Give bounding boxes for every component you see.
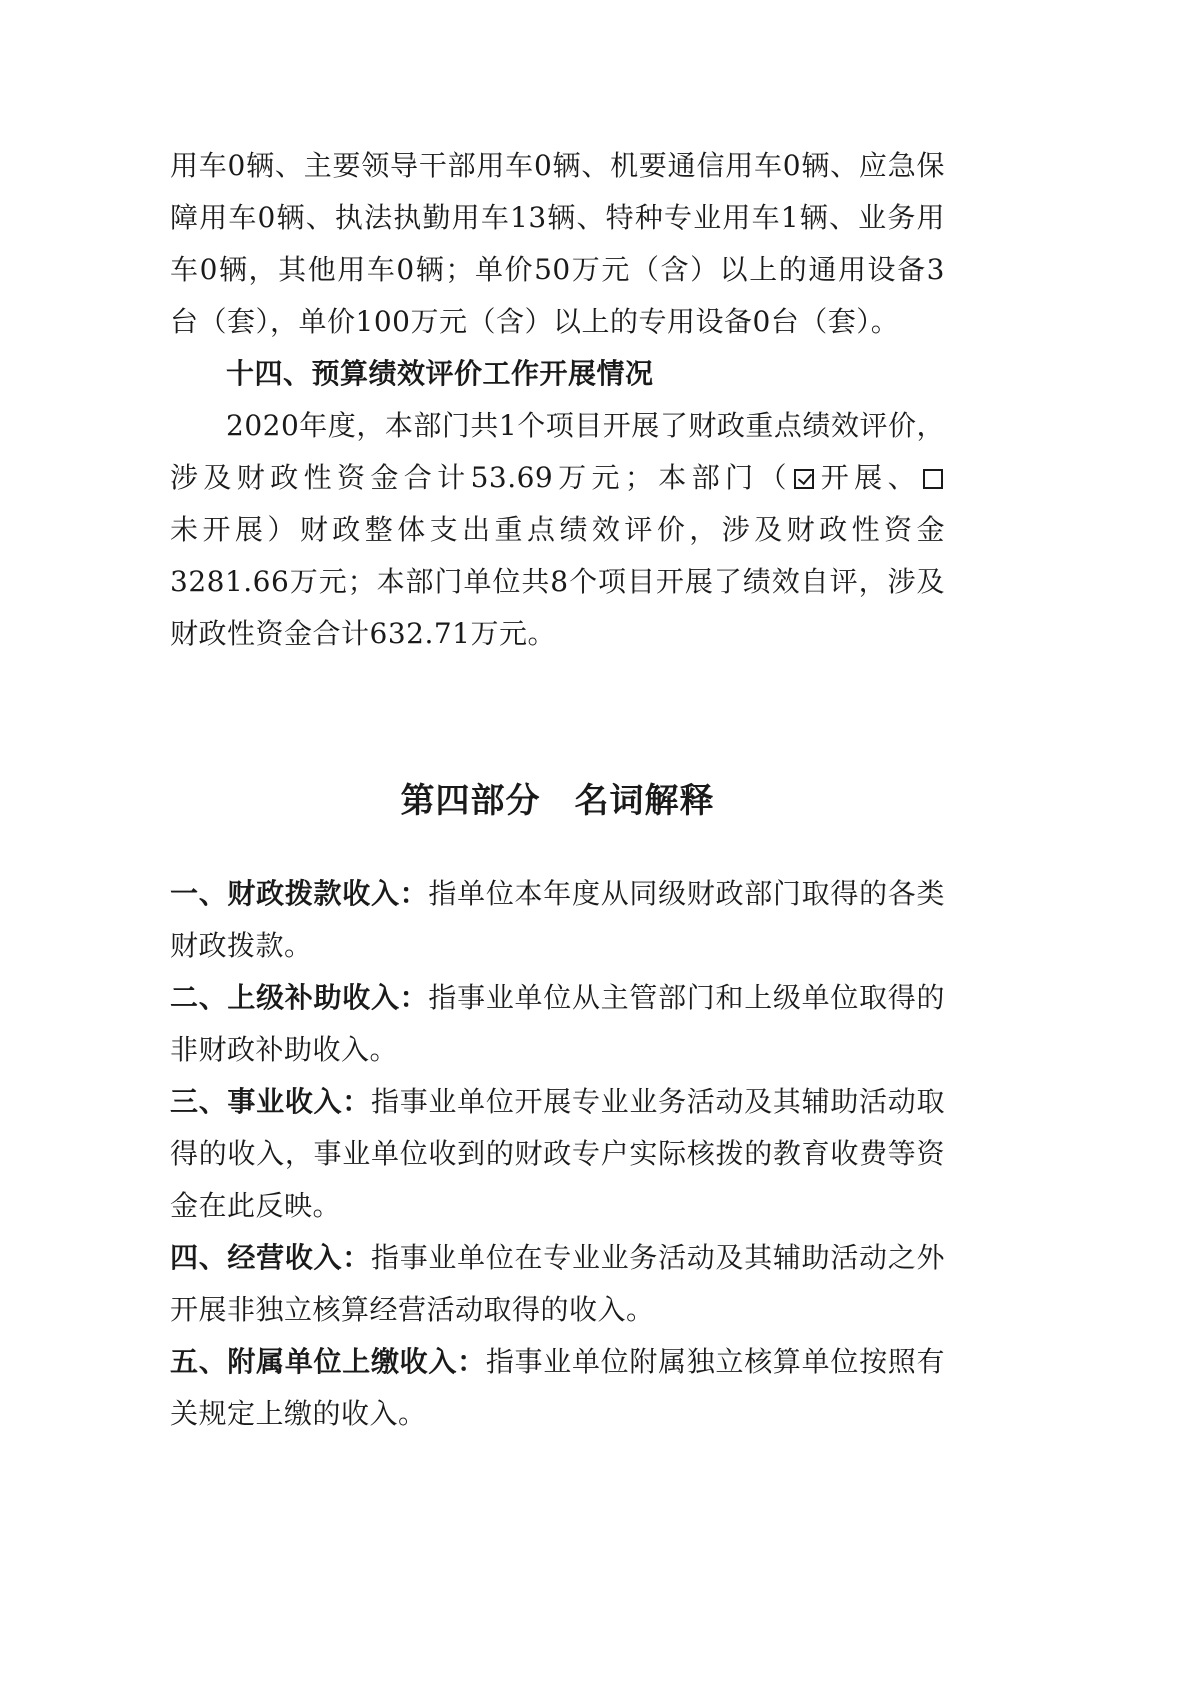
part-title-number: 第四部分 <box>400 781 541 821</box>
unchecked-box-icon <box>923 469 943 489</box>
vehicles-paragraph: 用车0辆、主要领导干部用车0辆、机要通信用车0辆、应急保障用车0辆、执法执勤用车13辆、特种专业用车1辆、业务用车0辆，其他用车0辆；单价50万元（含）以上的通用设备3台（套），单价100万元（含）以上的专用设备0台（套）。 <box>170 149 945 338</box>
part-title <box>170 773 945 829</box>
checkbox-label-carried-out: 开展、 <box>815 461 921 494</box>
glossary-item <box>170 1336 945 1440</box>
part-title-name: 名词解释 <box>574 781 715 821</box>
glossary-term: 三、事业收入： <box>170 1085 371 1118</box>
glossary-item <box>170 868 945 972</box>
paragraph-text-part2: 财政整体支出重点绩效评价，涉及财政性资金3281.66万元；本部门单位共8个项目开展了绩效自评，涉及财政性资金合计632.71万元。 <box>170 513 945 650</box>
document-page <box>170 140 945 1430</box>
checked-box-icon <box>794 469 814 489</box>
section-heading-14: 十四、预算绩效评价工作开展情况 <box>226 357 654 390</box>
glossary-definition: 指事业单位附属独立核算单位按照有关规定上缴的收入。 <box>170 1345 945 1430</box>
checkbox-label-not-carried-out: 未开展） <box>170 513 300 546</box>
glossary-definition: 指事业单位在专业业务活动及其辅助活动之外开展非独立核算经营活动取得的收入。 <box>170 1241 945 1326</box>
glossary-item <box>170 1076 945 1232</box>
glossary-list <box>170 868 945 1440</box>
glossary-definition: 指单位本年度从同级财政部门取得的各类财政拨款。 <box>170 877 945 962</box>
glossary-term: 五、附属单位上缴收入： <box>170 1345 486 1378</box>
performance-evaluation-paragraph <box>170 400 945 660</box>
glossary-item <box>170 972 945 1076</box>
paragraph-text-part1: 2020年度，本部门共1个项目开展了财政重点绩效评价，涉及财政性资金合计53.69万元；本部门（ <box>170 409 945 494</box>
glossary-definition: 指事业单位开展专业业务活动及其辅助活动取得的收入，事业单位收到的财政专户实际核拨的教育收费等资金在此反映。 <box>170 1085 945 1222</box>
glossary-term: 一、财政拨款收入： <box>170 877 429 910</box>
glossary-term: 四、经营收入： <box>170 1241 371 1274</box>
glossary-definition: 指事业单位从主管部门和上级单位取得的非财政补助收入。 <box>170 981 945 1066</box>
glossary-term: 二、上级补助收入： <box>170 981 429 1014</box>
glossary-item <box>170 1232 945 1336</box>
